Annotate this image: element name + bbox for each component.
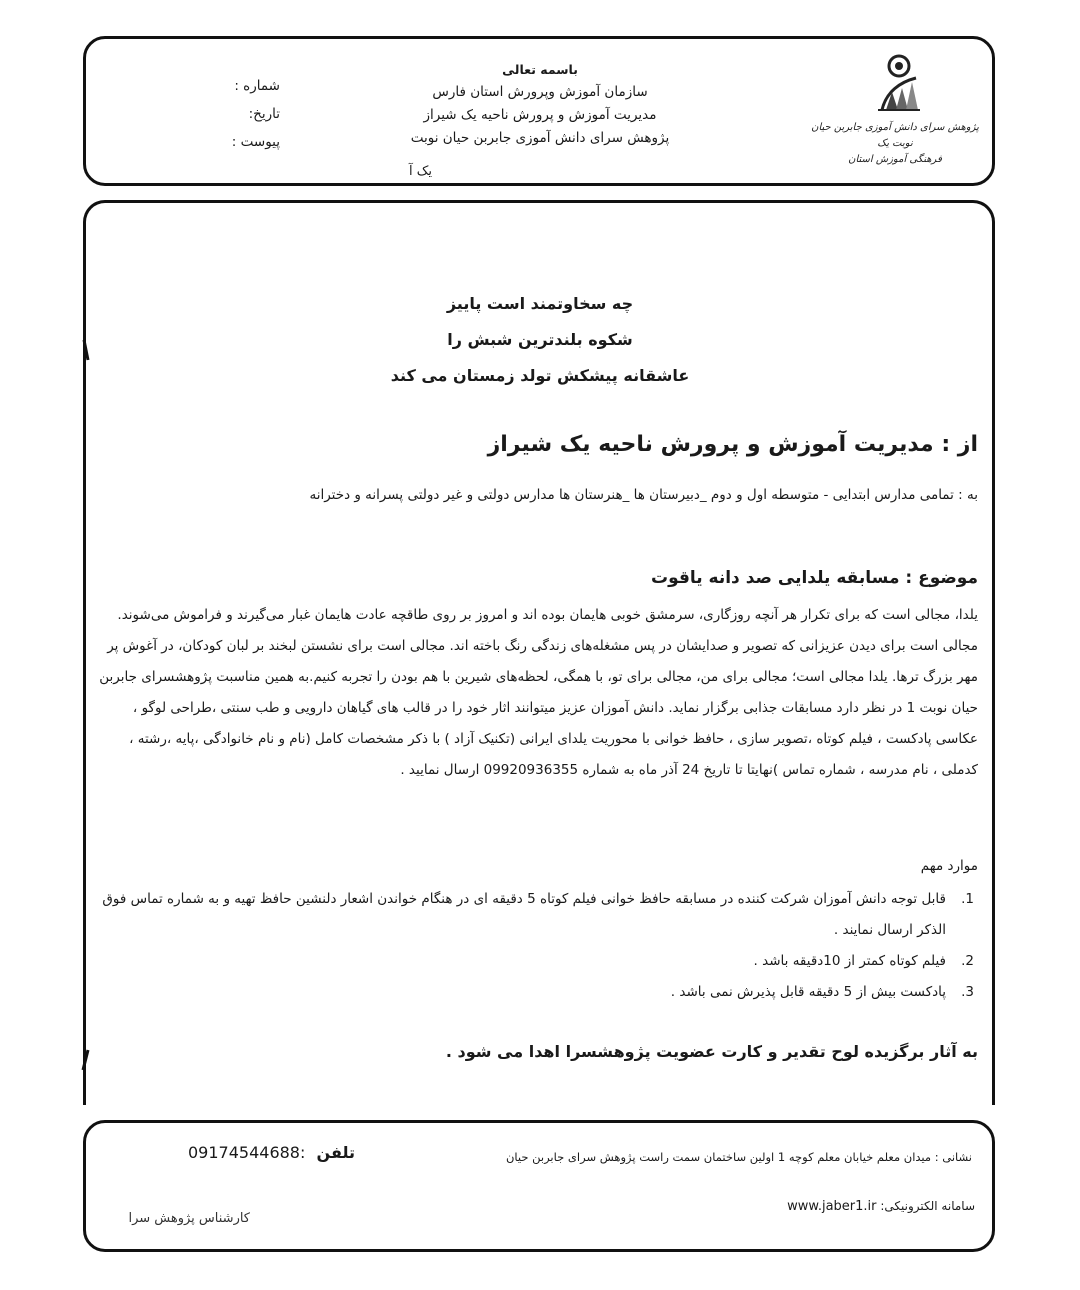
phone-label: تلفن xyxy=(316,1143,355,1162)
note-text: پادکست بیش از 5 دقیقه قابل پذیرش نمی باشد . xyxy=(670,984,946,1000)
note-number: 1. xyxy=(961,891,974,907)
notes-title: موارد مهم xyxy=(920,858,978,874)
list-item xyxy=(96,977,974,1008)
org-line: مدیریت آموزش و پرورش ناحیه یک شیراز xyxy=(423,107,657,123)
from-line: از : مدیریت آموزش و پرورش ناحیه یک شیراز xyxy=(487,432,978,457)
border-mark-icon xyxy=(80,338,90,362)
header-org-block xyxy=(360,58,720,150)
closing-line: به آثار برگزیده لوح تقدیر و کارت عضویت پژوهشسرا اهدا می شود . xyxy=(445,1042,978,1061)
org-line: پژوهش سرای دانش آموزی جابربن حیان نوبت xyxy=(410,130,670,146)
poem-line: چه سخاوتمند است پاییز xyxy=(446,294,634,313)
note-number: 3. xyxy=(961,984,974,1000)
list-item xyxy=(96,884,974,946)
expert-label: کارشناس پژوهش سرا xyxy=(128,1211,250,1226)
logo xyxy=(810,52,980,182)
logo-caption xyxy=(810,120,980,168)
to-line: به : تمامی مدارس ابتدایی - متوسطه اول و دوم _دبیرستان ها _هنرستان ها مدارس دولتی و غیر دولتی پسرانه و دخترانه xyxy=(309,487,978,503)
body-paragraph xyxy=(96,600,978,786)
org-line: سازمان آموزش وپرورش استان فارس xyxy=(432,84,648,100)
notes-list xyxy=(96,884,974,1008)
logo-caption-line: پژوهش سرای دانش آموزی جابربن حیان نوبت یک xyxy=(811,122,979,149)
list-item xyxy=(96,946,974,977)
paragraph-text: یلدا، مجالی است که برای تکرار هر آنچه روزگاری، سرمشق خوبی هایمان بوده اند و امروز بر روی طاقچه عادت هایمان غبار می‌گیرند و فراموش می‌شوند. مجالی است برای دیدن عزیزانی که تصویر و صدایشان در پس مشغله‌های زندگی رنگ باخته اند. مجالی است برای نشستن لبخند بر لبان کودکان، در آغوش پر مهر بزرگ ترها. یلدا مجالی است؛ مجالی برای من، مجالی برای تو، با همگی، لحظه‌های شیرین با هم بودن را تجربه کنیم.به همین مناسبت پژوهشسرای جابربن حیان نوبت 1 در نظر دارد مسابقات جذابی برگزار نماید. دانش آموزان عزیز میتوانند اثار خود را در قالب های گیاهان دارویی و طب سنتی ،طراحی لوگو ، عکاسی پادکست ، فیلم کوتاه ،تصویر سازی ، حافظ خوانی با محوریت یلدای ایرانی (تکنیک آزاد ) با ذکر مشخصات کامل (نام و نام خانوادگی ،پایه ،رشته ، کدملی ، نام مدرسه ، شماره تماس )نهایتا تا تاریخ 24 آذر ماه به شماره 09920936355 ارسال نمایید . xyxy=(99,607,978,778)
subject-line: موضوع : مسابقه یلدایی صد دانه یاقوت xyxy=(650,568,978,588)
logo-caption-line: فرهنگی آموزش استان xyxy=(848,154,942,165)
footer-website xyxy=(780,1199,975,1214)
note-text: فیلم کوتاه کمتر از 10دقیقه باشد . xyxy=(753,953,946,969)
website-label: سامانه الکترونیکی: xyxy=(880,1199,975,1213)
note-number: 2. xyxy=(961,953,974,969)
poem-line: عاشقانه پیشکش تولد زمستان می کند xyxy=(390,366,690,385)
border-mark-icon xyxy=(80,1048,90,1072)
phone-number: 09174544688: xyxy=(188,1143,306,1162)
bismillah: باسمه تعالی xyxy=(502,62,578,77)
meta-attachment: پیوست : xyxy=(231,134,280,150)
website-link[interactable]: www.jaber1.ir xyxy=(787,1199,877,1214)
org-line-overflow: یک آ xyxy=(409,164,432,179)
note-text: قابل توجه دانش آموزان شرکت کننده در مسابقه حافظ خوانی فیلم کوتاه 5 دقیقه ای در هنگام خواندن اشعار دلنشین حافظ تهیه و به شماره تماس فوق الذکر ارسال نمایند . xyxy=(102,891,946,938)
header-meta xyxy=(190,72,280,156)
meta-number: شماره : xyxy=(234,78,280,94)
poem-line: شکوه بلندترین شبش را xyxy=(447,330,633,349)
poem xyxy=(280,286,800,394)
meta-date: تاریخ: xyxy=(248,106,280,122)
footer-frame xyxy=(83,1120,995,1252)
logo-emblem-icon xyxy=(872,52,922,114)
footer-address: نشانی : میدان معلم خیابان معلم کوچه 1 اولین ساختمان سمت راست پژوهش سرای جابربن حیان xyxy=(505,1150,972,1164)
